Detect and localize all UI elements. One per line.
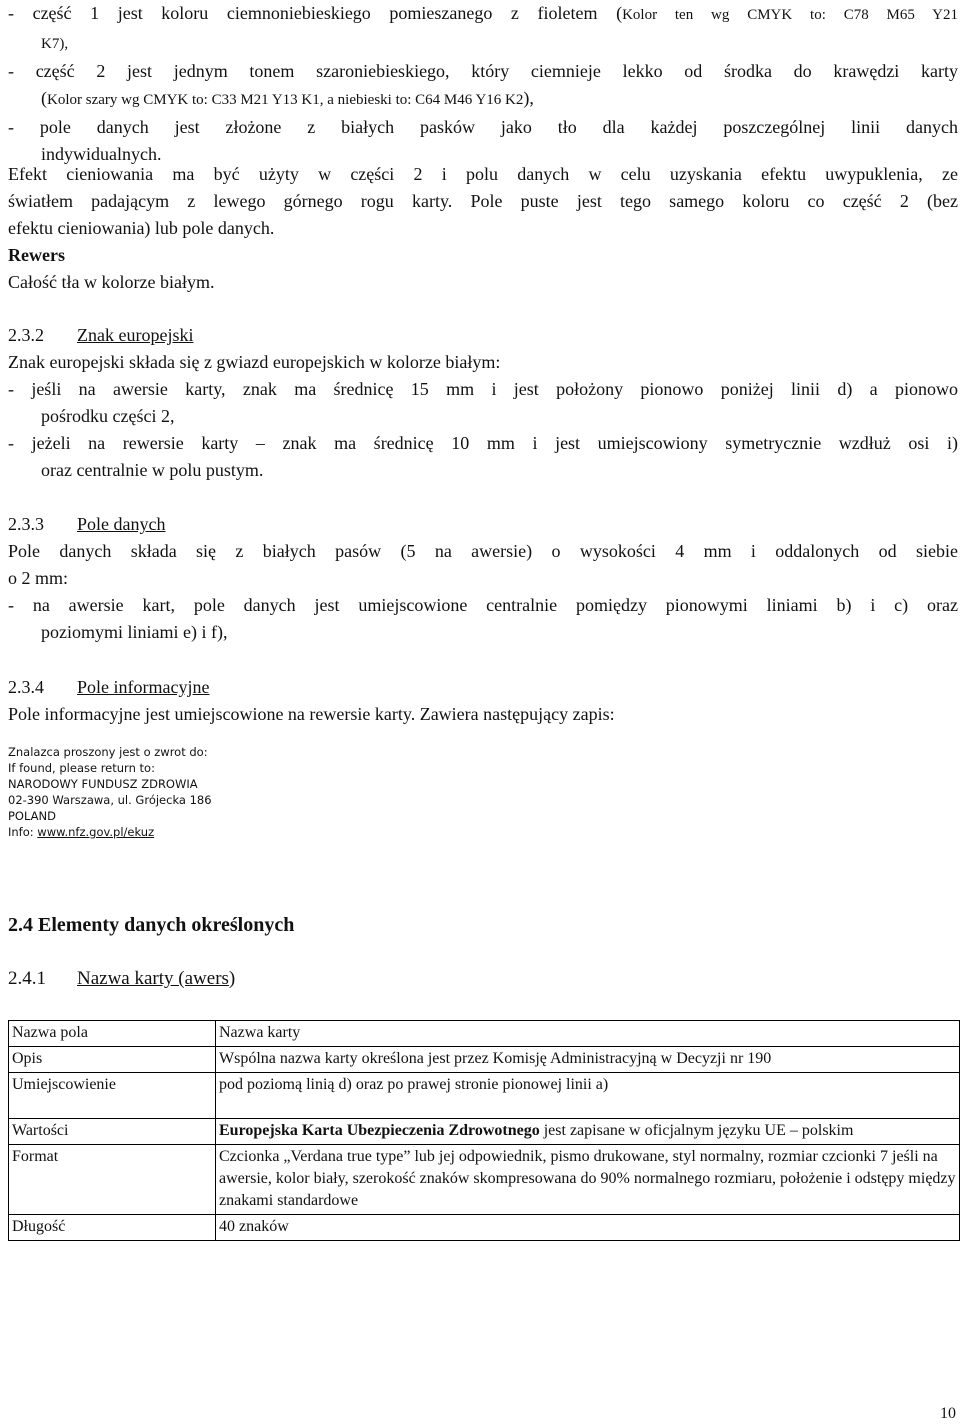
section-heading: 2.3.4 Pole informacyjne bbox=[8, 677, 210, 697]
rewers-block bbox=[8, 242, 958, 296]
list-item-cont: K7), bbox=[41, 36, 69, 52]
section-heading: 2.3.3 Pole danych bbox=[8, 514, 166, 534]
shading-paragraph: Efekt cieniowania ma być użyty w części 2 i polu danych w celu uzyskania efektu uwypuklenia, ze światłem padającym z lewego górnego rogu karty. Pole puste jest tego samego koloru co część 2 (bez efektu cieniowania) lub pole danych. bbox=[8, 164, 958, 238]
table-row: Długość 40 znaków bbox=[9, 1215, 960, 1241]
list-item-cont: indywidualnych. bbox=[41, 144, 162, 164]
table-row: Nazwa pola Nazwa karty bbox=[9, 1021, 960, 1047]
list-item: - jeśli na awersie karty, znak ma średnicę 15 mm i jest położony pionowo poniżej linii d) a pionowo bbox=[8, 379, 958, 399]
table-row: Umiejscowienie pod poziomą linią d) oraz po prawej stronie pionowej linii a) bbox=[9, 1073, 960, 1119]
data-element-table bbox=[8, 1020, 960, 1241]
section-2-3-2: 2.3.2 Znak europejski Znak europejski składa się z gwiazd europejskich w kolorze białym: - jeśli na awersie karty, znak ma średnicę 15 mm i jest położony pionowo poniżej linii d) a pionowo pośrodku części 2, - jeżeli na rewersie karty – znak ma średnicę 10 mm i jest umiejscowiony symetrycznie wzdłuż osi i) oraz centralnie w polu pustym. bbox=[8, 322, 958, 484]
section-2-4-1-heading: 2.4.1 Nazwa karty (awers) bbox=[8, 968, 236, 989]
table-row: Opis Wspólna nazwa karty określona jest przez Komisję Administracyjną w Decyzji nr 190 bbox=[9, 1047, 960, 1073]
section-heading: 2.3.2 Znak europejski bbox=[8, 325, 194, 345]
list-item: - część 2 jest jednym tonem szaroniebieskiego, który ciemnieje lekko od środka do krawędzi karty bbox=[8, 61, 958, 81]
table-row: Wartości Europejska Karta Ubezpieczenia Zdrowotnego jest zapisane w oficjalnym języku UE – polskim bbox=[9, 1119, 960, 1145]
page-number: 10 bbox=[940, 1405, 956, 1422]
section-2-3-3: 2.3.3 Pole danych Pole danych składa się z białych pasów (5 na awersie) o wysokości 4 mm i oddalonych od siebie o 2 mm: - na awersie kart, pole danych jest umiejscowione centralnie pomiędzy pionowymi liniami b) i c) oraz poziomymi liniami e) i f), bbox=[8, 511, 958, 646]
list-item: - na awersie kart, pole danych jest umiejscowione centralnie pomiędzy pionowymi liniami b) i c) oraz bbox=[8, 595, 958, 615]
list-item: - pole danych jest złożone z białych pasków jako tło dla każdej poszczególnej linii danych bbox=[8, 117, 958, 137]
info-card-text: Znalazca proszony jest o zwrot do: If found, please return to: NARODOWY FUNDUSZ ZDROWIA 02-390 Warszawa, ul. Grójecka 186 POLAND Info: www.nfz.gov.pl/ekuz bbox=[8, 745, 212, 839]
table-row: Format Czcionka „Verdana true type” lub jej odpowiednik, pismo drukowane, styl normalny, rozmiar czcionki 7 jeśli na awersie, kolor biały, szerokość znaków skompresowana do 90% normalnego rozmiaru, położenie i odstępy między znakami standardowe bbox=[9, 1145, 960, 1215]
color-list bbox=[8, 0, 958, 168]
nfz-link[interactable]: www.nfz.gov.pl/ekuz bbox=[37, 825, 155, 839]
section-2-4-heading: 2.4 Elementy danych określonych bbox=[8, 914, 295, 936]
list-item: - część 1 jest koloru ciemnoniebieskiego pomieszanego z fioletem (Kolor ten wg CMYK to: C78 M65 Y21 bbox=[8, 3, 958, 23]
rewers-text: Całość tła w kolorze białym. bbox=[8, 272, 215, 292]
rewers-heading: Rewers bbox=[8, 245, 65, 265]
list-item: - jeżeli na rewersie karty – znak ma średnicę 10 mm i jest umiejscowiony symetrycznie wzdłuż osi i) bbox=[8, 433, 958, 453]
section-2-3-4: 2.3.4 Pole informacyjne Pole informacyjne jest umiejscowione na rewersie karty. Zawiera następujący zapis: bbox=[8, 674, 958, 728]
list-item-cont: (Kolor szary wg CMYK to: C33 M21 Y13 K1, a niebieski to: C64 M46 Y16 K2), bbox=[41, 88, 534, 108]
